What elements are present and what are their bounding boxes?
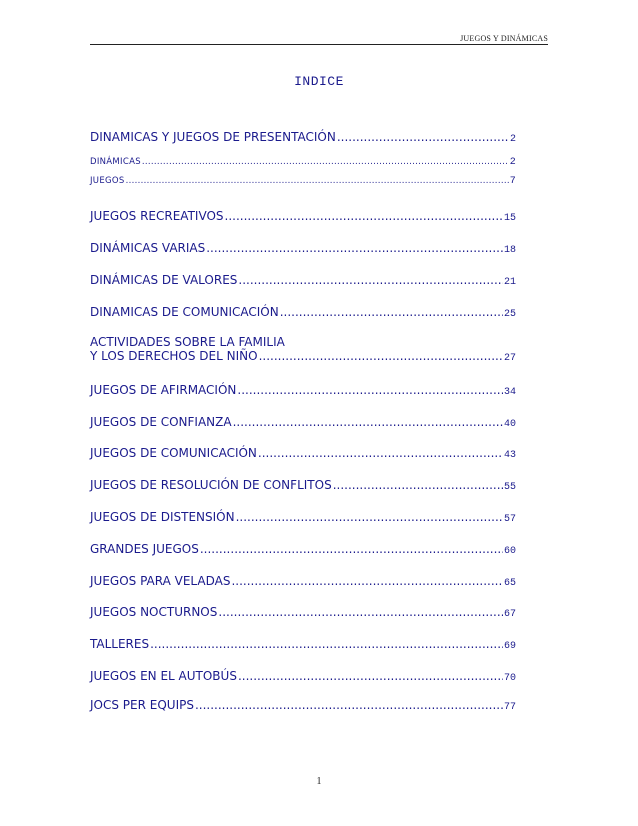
toc-entry-page: 43	[503, 450, 516, 461]
toc-leader	[142, 157, 509, 167]
page-number: 1	[316, 776, 322, 787]
toc-entry-valores[interactable]	[90, 273, 516, 288]
toc-leader	[238, 273, 503, 287]
toc-entry-varias[interactable]	[90, 241, 516, 256]
toc-entry-label-line1: ACTIVIDADES SOBRE LA FAMILIA	[90, 335, 285, 349]
toc-leader	[238, 669, 503, 683]
toc-entry-label: JOCS PER EQUIPS	[90, 698, 194, 712]
toc-leader	[237, 383, 503, 397]
toc-leader	[337, 130, 509, 144]
toc-entry-label: JUEGOS RECREATIVOS	[90, 209, 224, 223]
toc-entry-label: JUEGOS DE RESOLUCIÓN DE CONFLITOS	[90, 478, 332, 492]
toc-entry-equips[interactable]	[90, 698, 516, 713]
toc-entry-page: 70	[503, 673, 516, 684]
toc-entry-page: 60	[503, 546, 516, 557]
toc-entry-page: 55	[503, 482, 516, 493]
toc-entry-dinamicas[interactable]	[90, 157, 516, 168]
toc-leader	[236, 510, 503, 524]
toc-entry-familia[interactable]	[90, 335, 516, 364]
toc-entry-label: Y LOS DERECHOS DEL NIÑO	[90, 349, 258, 363]
toc-entry-nocturnos[interactable]	[90, 605, 516, 620]
toc-entry-conflitos[interactable]	[90, 478, 516, 493]
toc-entry-page: 34	[503, 387, 516, 398]
toc-entry-label: JUEGOS DE COMUNICACIÓN	[90, 446, 257, 460]
toc-entry-page: 27	[503, 353, 516, 364]
toc-entry-juegos[interactable]	[90, 176, 516, 187]
toc-leader	[150, 637, 503, 651]
toc-entry-label: JUEGOS NOCTURNOS	[90, 605, 218, 619]
toc-entry-label: GRANDES JUEGOS	[90, 542, 199, 556]
toc-entry-afirmacion[interactable]	[90, 383, 516, 398]
toc-entry-distension[interactable]	[90, 510, 516, 525]
toc-entry-page: 67	[503, 609, 516, 620]
toc-leader	[126, 176, 509, 186]
toc-entry-page: 57	[503, 514, 516, 525]
toc-entry-label: DINÁMICAS VARIAS	[90, 241, 206, 255]
toc-entry-recreativos[interactable]	[90, 209, 516, 224]
toc-entry-page: 65	[503, 578, 516, 589]
toc-entry-page: 2	[509, 157, 516, 168]
toc-entry-page: 21	[503, 277, 516, 288]
toc-entry-comunicacion-dinamicas[interactable]	[90, 305, 516, 320]
toc-entry-label: JUEGOS PARA VELADAS	[90, 574, 231, 588]
toc-entry-label: JUEGOS DE CONFIANZA	[90, 415, 232, 429]
toc-entry-talleres[interactable]	[90, 637, 516, 652]
toc-entry-label: JUEGOS DE DISTENSIÓN	[90, 510, 235, 524]
toc-entry-confianza[interactable]	[90, 415, 516, 430]
toc-entry-page: 40	[503, 419, 516, 430]
toc-entry-page: 7	[509, 176, 516, 187]
toc-entry-label: JUEGOS	[90, 176, 125, 186]
toc-entry-comunicacion-juegos[interactable]	[90, 446, 516, 461]
toc-leader	[200, 542, 503, 556]
toc-leader	[195, 698, 503, 712]
header-rule	[90, 44, 548, 45]
toc-leader	[280, 305, 503, 319]
toc-leader	[259, 349, 503, 363]
toc-leader	[258, 446, 503, 460]
toc-entry-label: DINÁMICAS	[90, 157, 141, 167]
running-header: JUEGOS Y DINÁMICAS	[460, 34, 548, 43]
page-title: INDICE	[294, 74, 344, 89]
toc-leader	[206, 241, 503, 255]
toc-entry-veladas[interactable]	[90, 574, 516, 589]
toc-leader	[225, 209, 503, 223]
toc-leader	[218, 605, 503, 619]
toc-entry-label: JUEGOS EN EL AUTOBÚS	[90, 669, 237, 683]
toc-entry-presentacion[interactable]	[90, 130, 516, 145]
toc-entry-page: 15	[503, 213, 516, 224]
toc-entry-page: 2	[509, 134, 516, 145]
toc-entry-label: DINÁMICAS DE VALORES	[90, 273, 238, 287]
toc-entry-grandes[interactable]	[90, 542, 516, 557]
toc-leader	[333, 478, 503, 492]
toc-leader	[231, 574, 503, 588]
toc-entry-label: JUEGOS DE AFIRMACIÓN	[90, 383, 237, 397]
toc-entry-page: 77	[503, 702, 516, 713]
toc-entry-page: 69	[503, 641, 516, 652]
toc-entry-label: DINAMICAS Y JUEGOS DE PRESENTACIÓN	[90, 130, 336, 144]
toc-entry-label: DINAMICAS DE COMUNICACIÓN	[90, 305, 279, 319]
toc-entry-page: 18	[503, 245, 516, 256]
toc-entry-page: 25	[503, 309, 516, 320]
toc-entry-label: TALLERES	[90, 637, 150, 651]
toc-entry-autobus[interactable]	[90, 669, 516, 684]
toc-leader	[233, 415, 503, 429]
